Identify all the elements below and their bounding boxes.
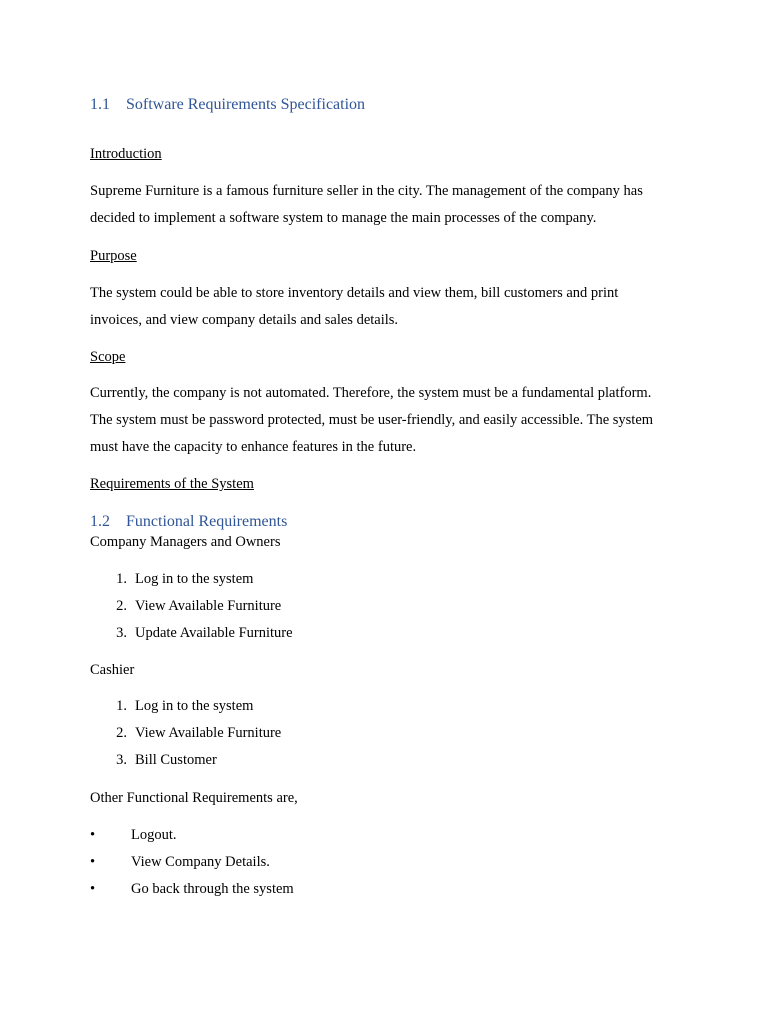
list-number: 3. xyxy=(116,752,127,768)
bullet-marker: • xyxy=(90,854,96,870)
section-title: Software Requirements Specification xyxy=(126,96,366,113)
purpose-heading: Purpose xyxy=(90,248,137,264)
list-item-text: Update Available Furniture xyxy=(135,625,293,641)
list-number: 1. xyxy=(116,571,127,587)
list-item xyxy=(105,698,253,715)
scope-line-3: must have the capacity to enhance features in the future. xyxy=(90,439,417,455)
list-number: 2. xyxy=(116,725,127,741)
bullet-marker: • xyxy=(90,827,96,843)
section-number: 1.2 xyxy=(90,513,110,530)
managers-label: Company Managers and Owners xyxy=(90,534,281,550)
introduction-line-2: decided to implement a software system to manage the main processes of the company. xyxy=(90,210,597,226)
bullet-item-text: Logout. xyxy=(131,827,177,843)
scope-heading: Scope xyxy=(90,349,126,365)
introduction-line-1: Supreme Furniture is a famous furniture seller in the city. The management of the company has xyxy=(90,183,643,199)
bullet-item xyxy=(0,854,768,874)
list-number: 2. xyxy=(116,598,127,614)
bullet-marker: • xyxy=(90,881,96,897)
bullet-item xyxy=(0,827,768,847)
section-heading-1-1 xyxy=(90,96,365,114)
list-item xyxy=(105,571,253,588)
section-heading-1-2 xyxy=(90,513,287,531)
list-item-text: Log in to the system xyxy=(135,698,254,714)
bullet-item-text: Go back through the system xyxy=(131,881,294,897)
list-item xyxy=(105,625,293,642)
section-number: 1.1 xyxy=(90,96,110,113)
purpose-line-1: The system could be able to store inventory details and view them, bill customers and print xyxy=(90,285,619,301)
list-item-text: Log in to the system xyxy=(135,571,254,587)
list-number: 1. xyxy=(116,698,127,714)
scope-line-1: Currently, the company is not automated. Therefore, the system must be a fundamental platform. xyxy=(90,385,652,401)
bullet-item xyxy=(0,881,768,901)
list-item-text: Bill Customer xyxy=(135,752,217,768)
cashier-label: Cashier xyxy=(90,662,135,678)
purpose-line-2: invoices, and view company details and sales details. xyxy=(90,312,399,328)
list-number: 3. xyxy=(116,625,127,641)
list-item xyxy=(105,752,217,769)
introduction-heading: Introduction xyxy=(90,146,162,162)
other-requirements-label: Other Functional Requirements are, xyxy=(90,790,298,806)
scope-line-2: The system must be password protected, must be user-friendly, and easily accessible. The system xyxy=(90,412,654,428)
section-title: Functional Requirements xyxy=(126,513,288,530)
bullet-item-text: View Company Details. xyxy=(131,854,270,870)
requirements-heading: Requirements of the System xyxy=(90,476,254,492)
list-item xyxy=(105,598,281,615)
list-item xyxy=(105,725,281,742)
list-item-text: View Available Furniture xyxy=(135,725,282,741)
list-item-text: View Available Furniture xyxy=(135,598,282,614)
